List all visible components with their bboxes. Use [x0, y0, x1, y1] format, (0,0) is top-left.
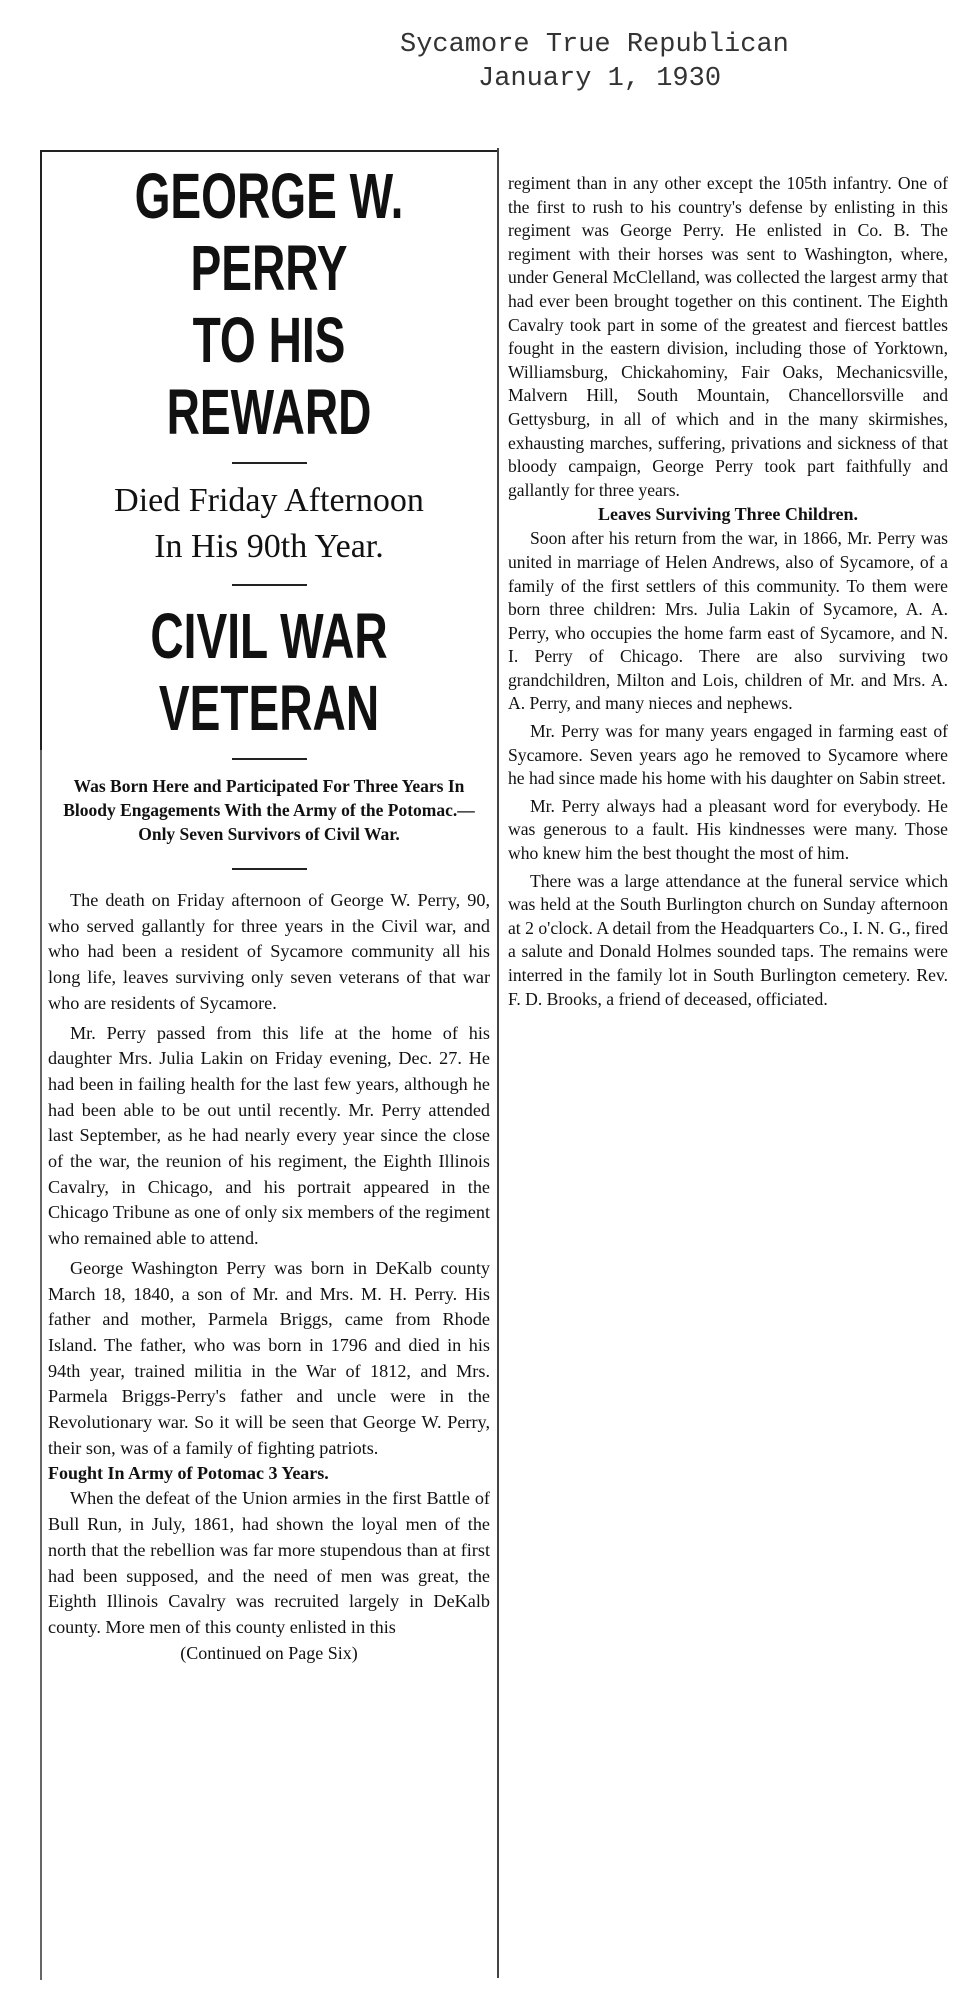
body-paragraph: When the defeat of the Union armies in the first Battle of Bull Run, in July, 1861, had shown the loyal men of the north that the rebellion was far more stupendous than at first had been supposed, and the need of men was great, the Eighth Illinois Cavalry was recruited largely in DeKalb county. More men of this county enlisted in this — [48, 1488, 490, 1637]
body-paragraph: Soon after his return from the war, in 1866, Mr. Perry was united in marriage of Helen Andrews, also of Sycamore, of a family of the first settlers of this community. To them were born three children: Mrs. Julia Lakin of Sycamore, A. A. Perry, who occupies the home farm east of Sycamore, and N. I. Perry of Chicago. There are also surviving two grandchildren, Milton and Lois, children of Mr. and Mrs. A. A. Perry, and many nieces and nephews. — [508, 528, 948, 714]
left-column — [48, 160, 490, 1666]
body-paragraph: The death on Friday afternoon of George W. Perry, 90, who served gallantly for three years in the Civil war, and who had been a resident of Sycamore community all his long life, leaves surviving only seven veterans of that war who are residents of Sycamore. — [48, 890, 490, 1013]
body-paragraph: Mr. Perry was for many years engaged in farming east of Sycamore. Seven years ago he removed to Sycamore where he had since made his home with his daughter on Sabin street. — [508, 721, 948, 789]
divider-rule — [232, 584, 307, 586]
section-title-army: Fought In Army of Potomac 3 Years. — [48, 1463, 329, 1484]
body-paragraph: George Washington Perry was born in DeKalb county March 18, 1840, a son of Mr. and Mrs. M. H. Perry. His father and mother, Parmela Briggs, came from Rhode Island. The father, who was born in 1796 and died in his 94th year, trained militia in the War of 1812, and Mrs. Parmela Briggs-Perry's father and uncle were in the Revolutionary war. So it will be seen that George W. Perry, their son, was of a family of fighting patriots. — [48, 1257, 490, 1458]
body-paragraph: Mr. Perry always had a pleasant word for everybody. He was generous to a fault. His kindnesses were many. Those who knew him the best thought the most of him. — [508, 795, 948, 864]
body-paragraph: Mr. Perry passed from this life at the home of his daughter Mrs. Julia Lakin on Friday evening, Dec. 27. He had been in failing health for the last few years, although he had been able to be out until recently. Mr. Perry attended last September, as he had nearly every year since the close of the war, the reunion of his regiment, the Eighth Illinois Cavalry, in Chicago, and his portrait appeared in the Chicago Tribune as one of only six members of the regiment who remained able to attend. — [48, 1022, 490, 1249]
headline-line-1: GEORGE W. PERRY — [134, 160, 404, 304]
source-note — [400, 28, 960, 96]
section-title-children: Leaves Surviving Three Children. — [597, 504, 859, 525]
source-date: January 1, 1930 — [478, 64, 722, 94]
source-publication: Sycamore True Republican — [400, 30, 789, 60]
right-column — [508, 172, 948, 1011]
subhead-line-1: Died Friday Afternoon — [114, 482, 424, 519]
divider-rule — [232, 758, 307, 760]
divider-rule — [232, 462, 307, 464]
civil-war-veteran-heading: CIVIL WAR VETERAN — [150, 600, 388, 744]
body-paragraph: There was a large attendance at the funeral service which was held at the South Burlington church on Sunday afternoon at 2 o'clock. A detail from the Headquarters Co., I. N. G., fired a salute and Donald Holmes sounded taps. The remains were interred in the family lot in South Burlington cemetery. Rev. F. D. Brooks, a friend of deceased, officiated. — [508, 870, 948, 1009]
headline-line-2: TO HIS REWARD — [166, 304, 372, 448]
deck-summary: Was Born Here and Participated For Three Years In Bloody Engagements With the Army of the Potomac.—Only Seven Survivors of Civil War. — [63, 776, 475, 844]
left-border — [40, 750, 42, 1980]
subhead-line-2: In His 90th Year. — [154, 528, 384, 565]
body-paragraph: regiment than in any other except the 105th infantry. One of the first to rush to his country's defense by enlisting in this regiment was George Perry. He enlisted in Co. B. The regiment with their horses was sent to Washington, where, under General McClelland, was collected the largest army that had ever been brought together on this continent. The Eighth Cavalry took part in some of the greatest and fiercest battles fought in the eastern division, including those of Yorktown, Williamsburg, Chickahominy, Fair Oaks, Mechanicsville, Malvern Hill, South Mountain, Chancellorsville and Gettysburg, in all of which and in the many skirmishes, exhausting marches, suffering, privations and sickness of that bloody campaign, George Perry took part faithfully and gallantly for three years. — [508, 173, 948, 500]
divider-rule — [232, 868, 307, 870]
column-divider — [497, 148, 499, 1978]
continued-note: (Continued on Page Six) — [180, 1642, 358, 1663]
